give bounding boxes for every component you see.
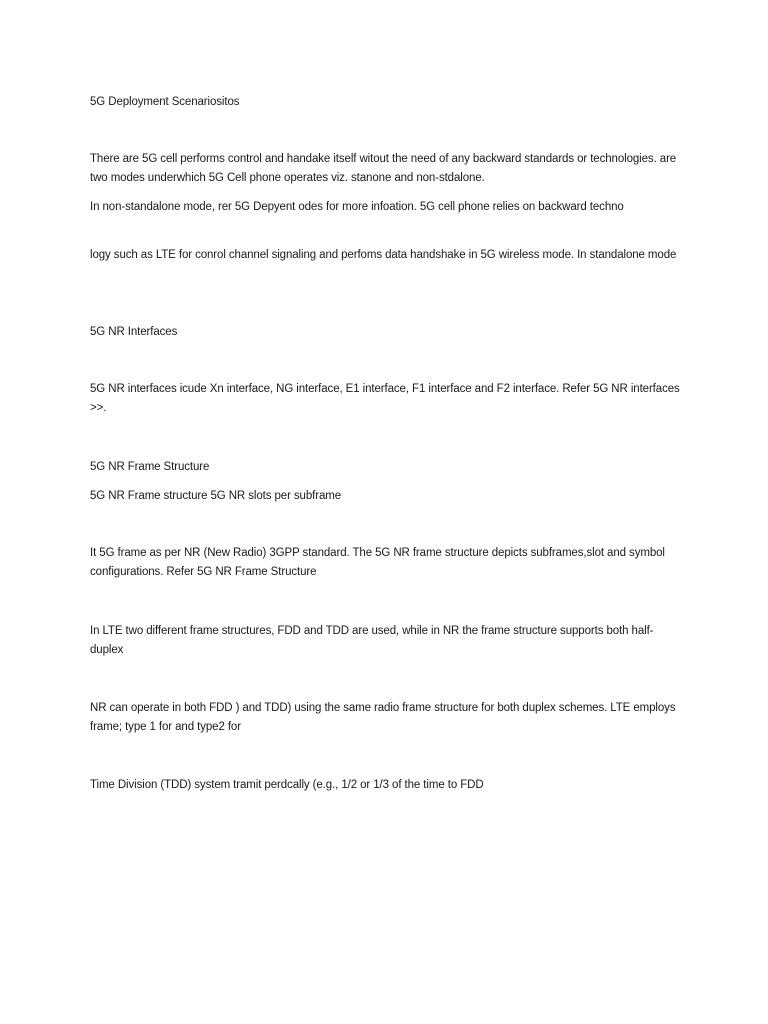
document-title: 5G Deployment Scenariositos bbox=[90, 96, 240, 108]
paragraph-standalone: logy such as LTE for conrol channel signaling and perfoms data handshake in 5G wireless mode. In standalone mode bbox=[90, 249, 677, 261]
paragraph-tdd: Time Division (TDD) system tramit perdcally (e.g., 1/2 or 1/3 of the time to FDD bbox=[90, 779, 484, 791]
paragraph-duplex-schemes: NR can operate in both FDD ) and TDD) using the same radio frame structure for both duplex schemes. LTE employs frame; type 1 for and type2 for bbox=[90, 702, 676, 733]
paragraph-lte-frames: In LTE two different frame structures, FDD and TDD are used, while in NR the frame structure supports both half-duplex bbox=[90, 625, 654, 656]
paragraph-frame-standard: It 5G frame as per NR (New Radio) 3GPP standard. The 5G NR frame structure depicts subframes,slot and symbol configurations. Refer 5G NR Frame Structure bbox=[90, 547, 665, 578]
paragraph-non-standalone: In non-standalone mode, rer 5G Depyent odes for more infoation. 5G cell phone relies on backward techno bbox=[90, 201, 624, 213]
heading-nr-interfaces: 5G NR Interfaces bbox=[90, 326, 178, 338]
paragraph-intro: There are 5G cell performs control and handake itself witout the need of any backward standards or technologies. are two modes underwhich 5G Cell phone operates viz. stanone and non-stdalone. bbox=[90, 153, 677, 184]
heading-nr-frame-structure: 5G NR Frame Structure bbox=[90, 461, 210, 473]
subheading-nr-frame-structure: 5G NR Frame structure 5G NR slots per subframe bbox=[90, 490, 342, 502]
paragraph-nr-interfaces: 5G NR interfaces icude Xn interface, NG interface, E1 interface, F1 interface and F2 interface. Refer 5G NR interfaces >>. bbox=[90, 383, 680, 414]
